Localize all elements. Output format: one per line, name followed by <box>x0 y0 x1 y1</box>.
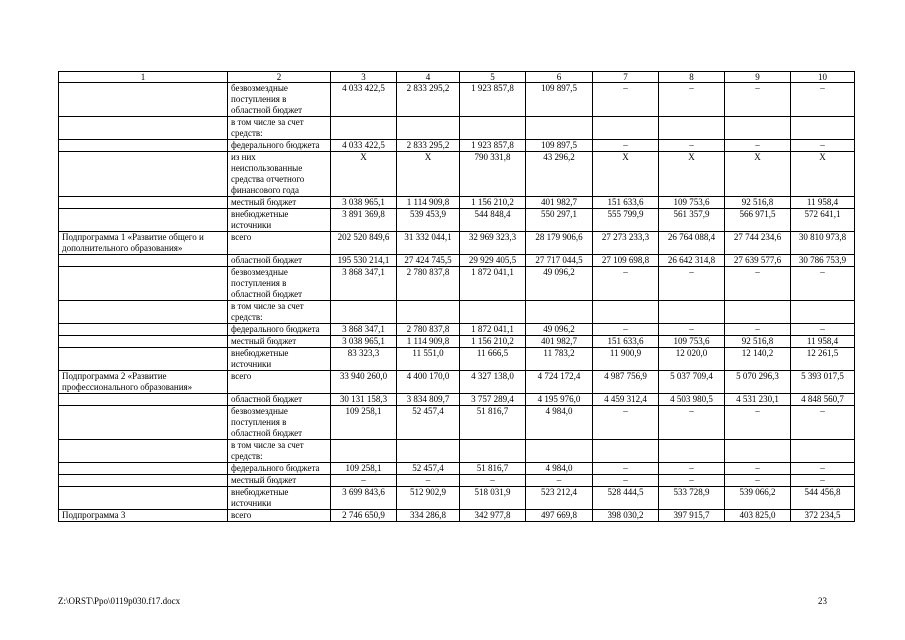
amount-cell: 12 020,0 <box>659 348 725 371</box>
amount-cell: 497 669,8 <box>526 510 593 522</box>
amount-cell: 28 179 906,6 <box>526 232 593 255</box>
table-row <box>59 267 855 301</box>
subprogram-cell <box>59 255 228 267</box>
subprogram-cell <box>59 117 228 140</box>
amount-cell: 27 744 234,6 <box>725 232 791 255</box>
amount-cell: 401 982,7 <box>526 197 593 209</box>
amount-cell <box>526 117 593 140</box>
amount-cell: – <box>725 267 791 301</box>
amount-cell: 4 724 172,4 <box>526 371 593 394</box>
document-path: Z:\ORST\Ppo\0119p030.f17.docx <box>58 596 181 606</box>
amount-cell: 790 331,8 <box>460 152 526 197</box>
table-row <box>59 301 855 324</box>
amount-cell: 109 753,6 <box>659 336 725 348</box>
funding-source-cell: внебюджетные источники <box>228 209 331 232</box>
amount-cell: 52 457,4 <box>397 406 460 440</box>
column-number-cell: 10 <box>791 72 855 83</box>
amount-cell: 92 516,8 <box>725 336 791 348</box>
amount-cell: 109 258,1 <box>331 463 397 475</box>
amount-cell: 11 783,2 <box>526 348 593 371</box>
amount-cell: 3 038 965,1 <box>331 336 397 348</box>
column-number-cell: 8 <box>659 72 725 83</box>
amount-cell: 403 825,0 <box>725 510 791 522</box>
amount-cell: 4 984,0 <box>526 406 593 440</box>
amount-cell: – <box>725 140 791 152</box>
amount-cell: 401 982,7 <box>526 336 593 348</box>
table-row <box>59 475 855 487</box>
funding-source-cell: в том числе за счет средств: <box>228 440 331 463</box>
funding-source-cell: всего <box>228 371 331 394</box>
amount-cell: – <box>659 267 725 301</box>
amount-cell: 3 868 347,1 <box>331 267 397 301</box>
column-number-cell: 7 <box>593 72 659 83</box>
amount-cell: 555 799,9 <box>593 209 659 232</box>
amount-cell: 3 891 369,8 <box>331 209 397 232</box>
table-row <box>59 209 855 232</box>
amount-cell: 5 070 296,3 <box>725 371 791 394</box>
subprogram-cell <box>59 267 228 301</box>
table-row <box>59 197 855 209</box>
amount-cell: 51 816,7 <box>460 463 526 475</box>
amount-cell: 30 810 973,8 <box>791 232 855 255</box>
amount-cell: 3 868 347,1 <box>331 324 397 336</box>
amount-cell <box>791 440 855 463</box>
amount-cell: – <box>725 406 791 440</box>
amount-cell: 4 848 560,7 <box>791 394 855 406</box>
funding-source-cell: федерального бюджета <box>228 324 331 336</box>
amount-cell: 4 459 312,4 <box>593 394 659 406</box>
funding-source-cell: внебюджетные источники <box>228 348 331 371</box>
amount-cell <box>526 440 593 463</box>
amount-cell: 3 038 965,1 <box>331 197 397 209</box>
amount-cell: 11 900,9 <box>593 348 659 371</box>
amount-cell: – <box>659 140 725 152</box>
amount-cell: 109 258,1 <box>331 406 397 440</box>
amount-cell <box>791 117 855 140</box>
amount-cell: 572 641,1 <box>791 209 855 232</box>
amount-cell <box>725 117 791 140</box>
amount-cell: 27 424 745,5 <box>397 255 460 267</box>
amount-cell: 30 786 753,9 <box>791 255 855 267</box>
subprogram-cell: Подпрограмма 1 «Развитие общего и дополнительного образования» <box>59 232 228 255</box>
amount-cell: – <box>593 475 659 487</box>
subprogram-cell <box>59 209 228 232</box>
amount-cell: 11 958,4 <box>791 197 855 209</box>
amount-cell: 518 031,9 <box>460 487 526 510</box>
amount-cell: 27 717 044,5 <box>526 255 593 267</box>
table-row <box>59 83 855 117</box>
amount-cell: 109 897,5 <box>526 83 593 117</box>
amount-cell: 1 872 041,1 <box>460 267 526 301</box>
amount-cell: 109 753,6 <box>659 197 725 209</box>
column-number-cell: 2 <box>228 72 331 83</box>
column-number-cell: 4 <box>397 72 460 83</box>
column-number-cell: 5 <box>460 72 526 83</box>
amount-cell <box>331 117 397 140</box>
subprogram-cell <box>59 336 228 348</box>
amount-cell: 29 929 405,5 <box>460 255 526 267</box>
amount-cell: – <box>791 140 855 152</box>
amount-cell: – <box>659 324 725 336</box>
column-number-cell: 6 <box>526 72 593 83</box>
amount-cell: – <box>659 83 725 117</box>
funding-source-cell: внебюджетные источники <box>228 487 331 510</box>
amount-cell: 4 033 422,5 <box>331 140 397 152</box>
amount-cell: – <box>791 475 855 487</box>
amount-cell: – <box>725 83 791 117</box>
amount-cell <box>460 301 526 324</box>
funding-source-cell: всего <box>228 510 331 522</box>
table-row <box>59 152 855 197</box>
amount-cell <box>397 301 460 324</box>
subprogram-cell <box>59 406 228 440</box>
amount-cell: – <box>659 475 725 487</box>
amount-cell: – <box>593 406 659 440</box>
amount-cell <box>659 440 725 463</box>
amount-cell <box>791 301 855 324</box>
amount-cell: 151 633,6 <box>593 336 659 348</box>
amount-cell: 398 030,2 <box>593 510 659 522</box>
amount-cell: 11 666,5 <box>460 348 526 371</box>
amount-cell: – <box>791 267 855 301</box>
funding-source-cell: федерального бюджета <box>228 463 331 475</box>
amount-cell: 544 848,4 <box>460 209 526 232</box>
amount-cell: 372 234,5 <box>791 510 855 522</box>
funding-source-cell: в том числе за счет средств: <box>228 301 331 324</box>
funding-source-cell: всего <box>228 232 331 255</box>
amount-cell: – <box>725 475 791 487</box>
table-row <box>59 232 855 255</box>
amount-cell: – <box>593 324 659 336</box>
amount-cell: 26 642 314,8 <box>659 255 725 267</box>
amount-cell: 4 531 230,1 <box>725 394 791 406</box>
table-row <box>59 510 855 522</box>
amount-cell: – <box>526 475 593 487</box>
amount-cell <box>460 440 526 463</box>
subprogram-cell <box>59 463 228 475</box>
amount-cell <box>331 301 397 324</box>
funding-source-cell: областной бюджет <box>228 394 331 406</box>
funding-source-cell: из них неиспользованные средства отчетного финансового года <box>228 152 331 197</box>
amount-cell: 5 037 709,4 <box>659 371 725 394</box>
subprogram-cell <box>59 83 228 117</box>
amount-cell <box>331 440 397 463</box>
column-number-cell: 9 <box>725 72 791 83</box>
subprogram-cell <box>59 140 228 152</box>
amount-cell: – <box>659 463 725 475</box>
amount-cell: – <box>593 267 659 301</box>
amount-cell: Х <box>331 152 397 197</box>
amount-cell: – <box>593 83 659 117</box>
table-row <box>59 463 855 475</box>
amount-cell: 533 728,9 <box>659 487 725 510</box>
funding-source-cell: безвозмездные поступления в областной бюджет <box>228 267 331 301</box>
amount-cell: Х <box>397 152 460 197</box>
amount-cell: 1 156 210,2 <box>460 197 526 209</box>
amount-cell: 3 757 289,4 <box>460 394 526 406</box>
amount-cell <box>725 440 791 463</box>
amount-cell: 32 969 323,3 <box>460 232 526 255</box>
amount-cell: 33 940 260,0 <box>331 371 397 394</box>
subprogram-cell: Подпрограмма 3 <box>59 510 228 522</box>
amount-cell: 11 551,0 <box>397 348 460 371</box>
column-number-cell: 3 <box>331 72 397 83</box>
amount-cell: Х <box>725 152 791 197</box>
amount-cell: 561 357,9 <box>659 209 725 232</box>
amount-cell: 30 131 158,3 <box>331 394 397 406</box>
amount-cell: 4 327 138,0 <box>460 371 526 394</box>
amount-cell <box>593 117 659 140</box>
amount-cell: 539 453,9 <box>397 209 460 232</box>
amount-cell: 4 195 976,0 <box>526 394 593 406</box>
amount-cell: 544 456,8 <box>791 487 855 510</box>
amount-cell: Х <box>659 152 725 197</box>
amount-cell <box>460 117 526 140</box>
funding-source-cell: безвозмездные поступления в областной бюджет <box>228 83 331 117</box>
amount-cell: – <box>791 463 855 475</box>
amount-cell: 1 923 857,8 <box>460 83 526 117</box>
amount-cell: 31 332 044,1 <box>397 232 460 255</box>
amount-cell: 43 296,2 <box>526 152 593 197</box>
table-row <box>59 117 855 140</box>
subprogram-cell <box>59 301 228 324</box>
amount-cell: – <box>331 475 397 487</box>
table-row <box>59 255 855 267</box>
amount-cell: – <box>791 83 855 117</box>
subprogram-cell <box>59 394 228 406</box>
amount-cell: 92 516,8 <box>725 197 791 209</box>
subprogram-cell <box>59 324 228 336</box>
amount-cell: – <box>791 406 855 440</box>
subprogram-cell <box>59 152 228 197</box>
amount-cell <box>659 301 725 324</box>
amount-cell: 51 816,7 <box>460 406 526 440</box>
subprogram-cell <box>59 487 228 510</box>
amount-cell: – <box>659 406 725 440</box>
funding-source-cell: в том числе за счет средств: <box>228 117 331 140</box>
amount-cell <box>526 301 593 324</box>
table-row <box>59 371 855 394</box>
amount-cell: 1 872 041,1 <box>460 324 526 336</box>
subprogram-cell: Подпрограмма 2 «Развитие профессионального образования» <box>59 371 228 394</box>
amount-cell: 566 971,5 <box>725 209 791 232</box>
amount-cell: – <box>397 475 460 487</box>
amount-cell: 523 212,4 <box>526 487 593 510</box>
table-row <box>59 487 855 510</box>
amount-cell: 1 114 909,8 <box>397 336 460 348</box>
funding-source-cell: областной бюджет <box>228 255 331 267</box>
amount-cell: 550 297,1 <box>526 209 593 232</box>
amount-cell: – <box>725 463 791 475</box>
amount-cell: 528 444,5 <box>593 487 659 510</box>
amount-cell: 12 140,2 <box>725 348 791 371</box>
page-number: 23 <box>818 596 827 606</box>
amount-cell: 151 633,6 <box>593 197 659 209</box>
amount-cell: 49 096,2 <box>526 324 593 336</box>
amount-cell: 12 261,5 <box>791 348 855 371</box>
amount-cell <box>397 117 460 140</box>
amount-cell: 27 639 577,6 <box>725 255 791 267</box>
funding-source-cell: безвозмездные поступления в областной бюджет <box>228 406 331 440</box>
subprogram-cell <box>59 475 228 487</box>
amount-cell: 49 096,2 <box>526 267 593 301</box>
table-row <box>59 406 855 440</box>
amount-cell: 27 109 698,8 <box>593 255 659 267</box>
amount-cell: 3 699 843,6 <box>331 487 397 510</box>
funding-source-cell: федерального бюджета <box>228 140 331 152</box>
amount-cell: 4 033 422,5 <box>331 83 397 117</box>
amount-cell: 2 833 295,2 <box>397 140 460 152</box>
amount-cell: – <box>593 463 659 475</box>
amount-cell <box>397 440 460 463</box>
table-row <box>59 140 855 152</box>
amount-cell: 4 984,0 <box>526 463 593 475</box>
amount-cell: 1 114 909,8 <box>397 197 460 209</box>
amount-cell: 1 156 210,2 <box>460 336 526 348</box>
amount-cell: 52 457,4 <box>397 463 460 475</box>
amount-cell: Х <box>593 152 659 197</box>
amount-cell: 539 066,2 <box>725 487 791 510</box>
amount-cell: 27 273 233,3 <box>593 232 659 255</box>
column-number-cell: 1 <box>59 72 228 83</box>
subprogram-cell <box>59 440 228 463</box>
funding-source-cell: местный бюджет <box>228 197 331 209</box>
amount-cell: 512 902,9 <box>397 487 460 510</box>
amount-cell: Х <box>791 152 855 197</box>
funding-source-cell: местный бюджет <box>228 336 331 348</box>
column-number-row <box>59 72 855 83</box>
amount-cell: 342 977,8 <box>460 510 526 522</box>
amount-cell: 4 987 756,9 <box>593 371 659 394</box>
amount-cell <box>593 301 659 324</box>
budget-table <box>58 71 855 522</box>
amount-cell: 83 323,3 <box>331 348 397 371</box>
amount-cell <box>593 440 659 463</box>
amount-cell: 11 958,4 <box>791 336 855 348</box>
amount-cell: 195 530 214,1 <box>331 255 397 267</box>
amount-cell: 2 833 295,2 <box>397 83 460 117</box>
amount-cell <box>659 117 725 140</box>
amount-cell: – <box>725 324 791 336</box>
funding-source-cell: местный бюджет <box>228 475 331 487</box>
amount-cell: – <box>791 324 855 336</box>
amount-cell: 2 780 837,8 <box>397 324 460 336</box>
amount-cell: 26 764 088,4 <box>659 232 725 255</box>
amount-cell: 4 400 170,0 <box>397 371 460 394</box>
amount-cell: 5 393 017,5 <box>791 371 855 394</box>
amount-cell: 334 286,8 <box>397 510 460 522</box>
subprogram-cell <box>59 197 228 209</box>
amount-cell: 2 780 837,8 <box>397 267 460 301</box>
amount-cell: 202 520 849,6 <box>331 232 397 255</box>
table-row <box>59 348 855 371</box>
amount-cell: 2 746 650,9 <box>331 510 397 522</box>
table-row <box>59 324 855 336</box>
amount-cell: – <box>460 475 526 487</box>
subprogram-cell <box>59 348 228 371</box>
amount-cell <box>725 301 791 324</box>
amount-cell: 1 923 857,8 <box>460 140 526 152</box>
amount-cell: – <box>593 140 659 152</box>
amount-cell: 3 834 809,7 <box>397 394 460 406</box>
amount-cell: 4 503 980,5 <box>659 394 725 406</box>
table-row <box>59 336 855 348</box>
amount-cell: 109 897,5 <box>526 140 593 152</box>
table-row <box>59 440 855 463</box>
table-row <box>59 394 855 406</box>
amount-cell: 397 915,7 <box>659 510 725 522</box>
